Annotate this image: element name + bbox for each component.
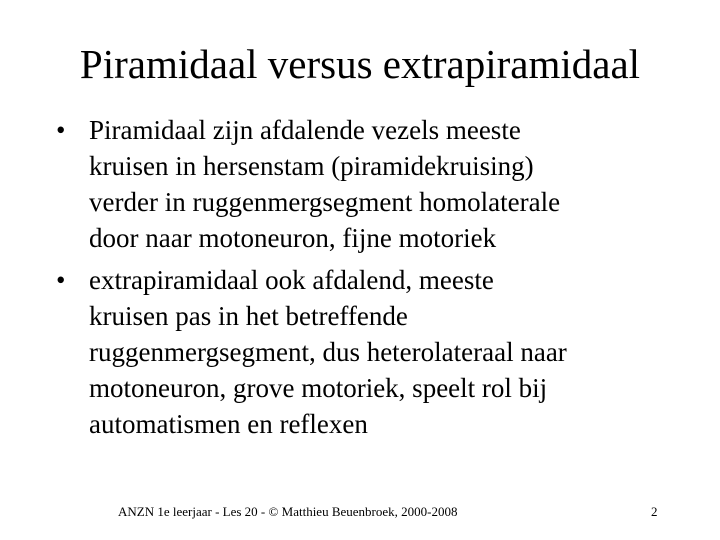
bullet-item-2 — [56, 262, 696, 442]
bullet-marker: • — [56, 265, 66, 295]
bullet-line: extrapiramidaal ook afdalend, meeste — [89, 265, 494, 295]
bullet-line: kruisen in hersenstam (piramidekruising) — [89, 151, 534, 181]
bullet-line: Piramidaal zijn afdalende vezels meeste — [89, 115, 521, 145]
bullet-line: kruisen pas in het betreffende — [89, 301, 408, 331]
bullet-line: door naar motoneuron, fijne motoriek — [89, 223, 497, 253]
slide-title: Piramidaal versus extrapiramidaal — [79, 41, 641, 87]
bullet-line: automatismen en reflexen — [89, 409, 368, 439]
footer-text: ANZN 1e leerjaar - Les 20 - © Matthieu Beuenbroek, 2000-2008 — [118, 504, 458, 519]
page-number: 2 — [651, 504, 658, 519]
bullet-marker: • — [56, 115, 66, 145]
bullet-line: verder in ruggenmergsegment homolaterale — [89, 187, 561, 217]
bullet-item-1 — [56, 112, 696, 256]
bullet-line: motoneuron, grove motoriek, speelt rol bij — [89, 373, 548, 403]
bullet-line: ruggenmergsegment, dus heterolateraal naar — [89, 337, 567, 367]
bullet-list — [56, 112, 696, 442]
